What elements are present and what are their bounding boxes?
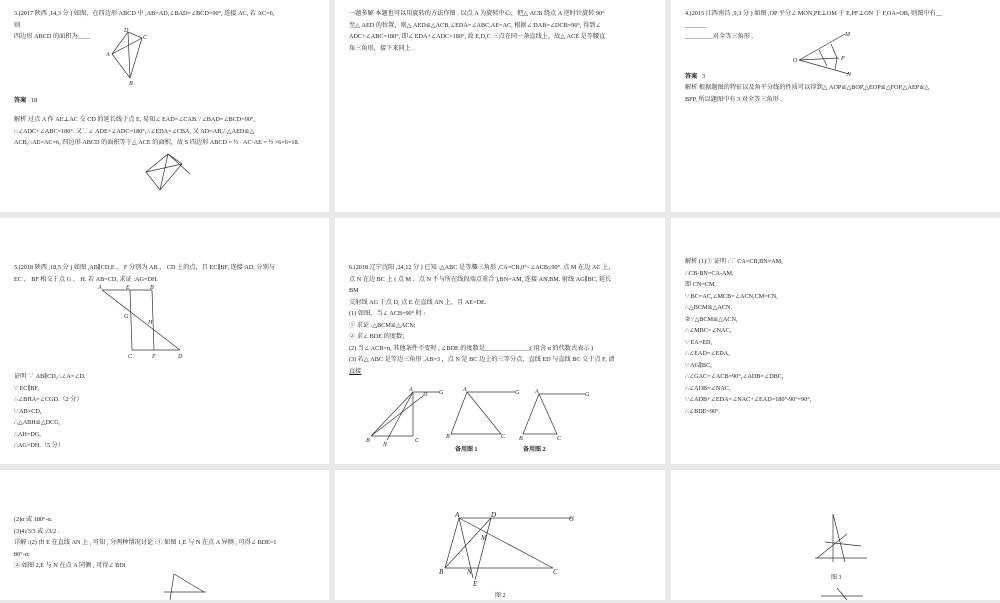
q5-line-1: 5.(2018 陕西 ,18,5 分 ) 如图 ,AB∥CD,E 、 F 分别为 AB 、 CD 上的点，且 EC∥BF, 连接 AD, 分别与 xyxy=(14,264,275,271)
q5-proof-line-5: ∴△ABH≌△DCG, xyxy=(14,419,61,426)
svg-text:E: E xyxy=(126,285,130,291)
page-question-3 xyxy=(0,0,329,212)
alt-solution-line-3: ADC+∠ABC=180°, 即∠ EDA+∠ADC=180°, 故 E,D,C 三点在同一条直线上，故△ ACE 是等腰直 xyxy=(349,33,606,40)
q6-sol-line-4: ∵ BC=AC,∠MCB=∠ACN,CM=CN, xyxy=(685,292,778,300)
q3-answer-label: 答案 xyxy=(14,96,27,104)
svg-text:C: C xyxy=(557,436,562,442)
q3-line-1: 3.(2017 陕西 ,14,3 分 ) 如图，在四边形 ABCD 中 ,AB=AD,∠BAD=∠BCD=90°, 连接 AC, 若 AC=6, xyxy=(14,10,275,17)
svg-text:D: D xyxy=(491,511,497,519)
q3-line-2: 则 xyxy=(14,21,21,29)
page-question-6-solution xyxy=(671,218,1000,464)
q6-line-5: (1) 如图，当∠ ACB=90° 时 : xyxy=(349,310,426,317)
q3-line-3: 四边形 ABCD 的面积为____ xyxy=(14,33,90,40)
svg-text:A: A xyxy=(455,511,460,519)
q6-line-2: 点 N 在边 BC 上 ( 点 M 、点 N 不与所在线段端点重合 ),BN=AM, 连接 AN,BM. 射线 AG∥BC, 延长 xyxy=(349,275,612,283)
page-question-4 xyxy=(671,0,1000,212)
figure-2-diagram xyxy=(435,508,595,592)
q5-proof-line-7: ∴AG=DH.（5 分） xyxy=(14,442,65,449)
svg-text:C: C xyxy=(415,438,420,444)
svg-text:B: B xyxy=(150,285,154,291)
q4-solution-line-2: BFP, 所以题图中有 3 对全等三角形 . xyxy=(685,95,782,103)
q4-line-2: _______ xyxy=(685,21,707,29)
svg-text:G: G xyxy=(515,390,520,396)
page-question-5 xyxy=(0,218,329,464)
figure-3-caption: 图 3 xyxy=(831,575,842,581)
q6-line-4: 交射线 AG 于点 D, 点 E 在直线 AN 上，且 AE=DE. xyxy=(349,298,487,306)
svg-text:A: A xyxy=(98,285,102,291)
q4-answer-value: 3 xyxy=(702,72,706,80)
q6-caption-1: 备用图 1 xyxy=(455,447,478,453)
svg-text:B: B xyxy=(439,568,444,576)
figure-2-caption: 图 2 xyxy=(495,593,506,599)
svg-text:N: N xyxy=(383,442,388,448)
alt-solution-line-2: 至△ AED 的位置，则△ AED≌△ACB,∠EDA=∠ABC,AE=AC, 根据∠ DAB=∠DCB=90°, 得到∠ xyxy=(349,21,601,29)
q6-line-10: 直接 xyxy=(349,367,362,375)
svg-text:B: B xyxy=(366,438,370,444)
q3-solution-line-3: ACB,∴AE=AC=6, 四边形 ABCD 的面积等于△ ACE 的面积，故 S 四边形 ABCD = ½ · AC·AE = ½ ×6×6=18. xyxy=(14,139,300,146)
page-question-6-answers xyxy=(0,470,329,600)
q6-caption-2: 备用图 2 xyxy=(523,447,546,453)
q3-solution-figure xyxy=(138,150,198,194)
svg-text:B: B xyxy=(446,434,450,440)
q5-proof-line-6: ∴AH=DG, xyxy=(14,430,41,438)
svg-text:B: B xyxy=(129,81,133,87)
svg-text:D: D xyxy=(423,392,428,398)
svg-text:M: M xyxy=(481,534,487,542)
svg-text:D: D xyxy=(124,28,129,34)
svg-text:M: M xyxy=(845,32,850,38)
q6-backup-figure-2 xyxy=(519,390,599,442)
q6-ans-line-3: 详解 :(2) 由 E 在直线 AN 上 , 可知 , 分两种情况讨论 :① 如图 1,E 与 N 在点 A 异侧 , 可得∠ BDE=1 xyxy=(14,539,277,546)
q6-sol-line-7: ∴∠MBC=∠NAC, xyxy=(685,327,732,334)
alt-solution-line-1: 一题多解 本题也可以用旋转的方法作图 . 以点 A 为旋转中心，把△ ACB 绕点 A 逆时针旋转 90° xyxy=(349,10,605,17)
q6-ans-line-2: (3)4√3/3 或 √3/2 . xyxy=(14,527,60,535)
svg-text:E: E xyxy=(473,580,478,588)
q6-sol-line-12: ∴∠ADB=∠NAC, xyxy=(685,384,731,392)
q6-line-9: (3) 若△ ABC 是等边三角形 ,AB=3 ，点 N 是 BC 边上的三等分点，直线 ED 与直线 BC 交于点 F, 请 xyxy=(349,356,615,363)
q5-line-2: EC 、 BF 相交于点 G 、 H. 若 AB=CD, 求证 :AG=DH. xyxy=(14,275,158,283)
page-figure-3 xyxy=(671,470,1000,600)
svg-text:C: C xyxy=(128,354,133,360)
q6-line-1: 6.(2018 辽宁沈阳 ,24,12 分 ) 已知 :△ABC 是等腰三角形 ,CA=CB,0°<∠ACB≤90°. 点 M 在边 AC 上， xyxy=(349,264,615,271)
svg-text:H: H xyxy=(148,320,153,326)
q3-solution-line-2: ∴∠ADC+∠ABC=180°. 又∵∠ ADE+∠ADC=180°,∴∠EDA=∠CBA, 又 AD=AB,∴△AED≌△ xyxy=(14,127,255,135)
svg-text:C: C xyxy=(553,568,558,576)
q4-answer-label: 答案 xyxy=(685,72,698,80)
q6-line-8: (2) 当∠ ACB=α, 其他条件不变时 , ∠BDE 的度数是______________;( 用含 α 的代数式表示 ) xyxy=(349,344,594,352)
q6-backup-figure-1 xyxy=(445,388,525,440)
q4-line-3: _________对全等三角形 . xyxy=(685,33,754,40)
q6-sol-line-8: ∵ EA=ED, xyxy=(685,338,713,346)
svg-text:A: A xyxy=(535,389,539,395)
svg-text:N: N xyxy=(847,72,852,78)
svg-text:A: A xyxy=(463,387,467,393)
q6-line-3: BM xyxy=(349,287,359,294)
page-alternative-solution xyxy=(335,0,665,212)
q5-proof-line-3: ∴∠BHA=∠CGD.（2 分） xyxy=(14,396,83,403)
q6-sol-line-5: ∴△BCM≌△ACN. xyxy=(685,304,733,311)
q4-line-1: 4.(2015 江西南昌 ,9,3 分 ) 如图 ,OP 平分∠ MON,PE⊥OM 于 E,PF⊥ON 于 F,OA=OB, 则图中有__ xyxy=(685,10,942,17)
q6-line-7: ② 求∠ BDE 的度数； xyxy=(349,333,409,340)
q5-figure xyxy=(94,284,184,360)
figure-3-diagram xyxy=(811,512,871,564)
q6-sol-line-13: ∵∠ADB+∠EDA=∠NAC+∠EAD=180°-90°=90°, xyxy=(685,396,812,403)
q6-sol-line-10: ∵ AG∥BC, xyxy=(685,361,712,369)
svg-text:N: N xyxy=(467,568,472,576)
q6-line-6: ① 求证 :△BCM≌△ACN; xyxy=(349,321,416,329)
svg-text:P: P xyxy=(841,56,845,62)
q6-sol-line-14: ∴∠BDE=90°. xyxy=(685,407,721,415)
q6-partial-figure xyxy=(160,570,210,600)
q6-main-figure xyxy=(363,388,443,448)
q3-solution-line-1: 解析 过点 A 作 AE⊥AC 交 CD 的延长线于点 E, 易知∠ EAD=∠CAB.∵∠BAD=∠BCD=90°, xyxy=(14,116,255,123)
q5-proof-line-4: ∵ AB=CD, xyxy=(14,407,42,415)
q3-answer-value: 18 xyxy=(31,96,38,104)
q6-sol-line-2: ∴CB-BN=CA-AM, xyxy=(685,269,734,277)
q5-proof-line-1: 证明 ∵ AB∥CD,∴∠A=∠D. xyxy=(14,373,86,380)
q3-figure xyxy=(102,26,162,86)
page-question-6 xyxy=(335,218,665,464)
svg-text:G: G xyxy=(585,392,590,398)
q6-sol-line-3: 即 CN=CM, xyxy=(685,281,716,288)
svg-text:G: G xyxy=(124,314,129,320)
q6-sol-line-1: 解析 (1)① 证明 :∵ CA=CB,BN=AM, xyxy=(685,258,783,265)
svg-text:G: G xyxy=(439,390,444,396)
q4-solution-line-1: 解析 根据题图的特征以及角平分线的性质可以得到△ AOP≌△BOP,△EOP≌△FOP,△AEP≌△ xyxy=(685,84,930,91)
figure-3-partial-diagram xyxy=(817,586,867,600)
svg-text:O: O xyxy=(793,58,798,64)
svg-text:C: C xyxy=(143,35,148,41)
svg-text:C: C xyxy=(501,434,506,440)
alt-solution-line-4: 角三角形，接下来同上 . xyxy=(349,44,414,52)
svg-text:D: D xyxy=(178,354,183,360)
q5-proof-line-2: ∵ EC∥BF, xyxy=(14,384,39,392)
q6-ans-line-5: ② 如图 2,E 与 N 在点 A 同侧 , 可得∠ BDi xyxy=(14,562,126,569)
page-figure-2 xyxy=(335,470,665,600)
q6-sol-line-11: ∴∠GAC=∠ACB=90°,∠ADB=∠DBC, xyxy=(685,373,784,380)
svg-text:A: A xyxy=(409,387,413,393)
svg-text:F: F xyxy=(152,354,156,360)
q6-ans-line-1: (2)α 或 180°-α. xyxy=(14,516,53,523)
svg-text:G: G xyxy=(569,515,575,523)
q4-figure xyxy=(793,30,859,80)
svg-text:A: A xyxy=(106,52,110,58)
q6-sol-line-9: ∴∠EAD=∠EDA, xyxy=(685,350,730,357)
svg-text:B: B xyxy=(519,436,523,442)
q6-sol-line-6: ②∵△BCM≌△ACN, xyxy=(685,315,738,323)
q6-ans-line-4: 80°-α; xyxy=(14,550,30,558)
